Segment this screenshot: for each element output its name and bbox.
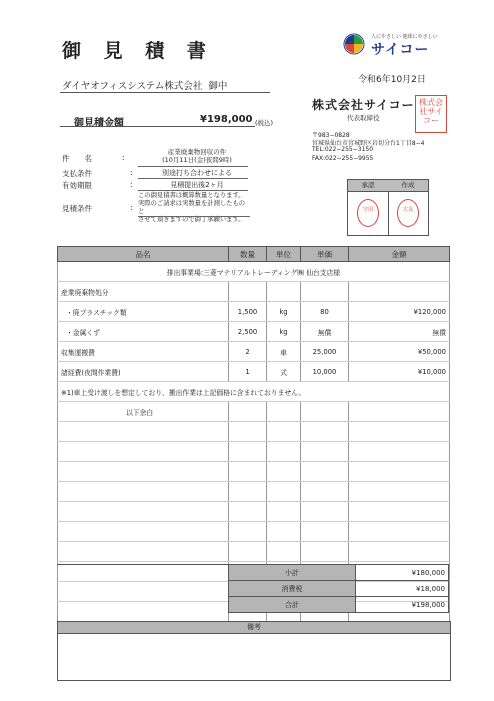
company-postal: 〒983−0828 [312,132,350,139]
company-seal: 株式会社サイコー [415,95,447,133]
page-title: 御 見 積 書 [62,40,214,62]
tax-row [229,581,449,597]
item-name: ・金属くず [58,322,229,342]
item-amount: ¥10,000 [349,362,450,382]
table-row-remainder [58,402,450,422]
amount-label: 御見積金額 [74,118,124,129]
company-address: 宮城県仙台市宮城野区岩切分台1丁目8−4 [312,140,425,147]
amount-underline [60,126,255,127]
created-seal: 大友 [397,199,419,227]
item-name: ・廃プラスチック類 [58,302,229,322]
tax-label: 消費税 [229,581,356,597]
remainder-text: 以下余白 [58,402,229,422]
table-bottom-line [57,564,228,565]
item-qty: 1,500 [229,302,267,322]
table-header-row [58,247,450,262]
approval-stamps [347,179,429,236]
item-price: 80 [301,302,349,322]
site-text: 排出事業場:三菱マテリアルトレーディング㈱ 仙台支店様 [58,262,450,282]
logo-name: サイコー [371,42,430,58]
tax-value: ¥18,000 [356,581,449,597]
terms-condition-line [138,216,250,217]
item-name: 収集運搬費 [58,342,229,362]
item-unit [267,282,301,302]
table-row [58,282,450,302]
header-unit: 単位 [267,247,301,262]
item-name: 諸経費(夜間作業費) [58,362,229,382]
item-unit: 車 [267,342,301,362]
terms-payment-colon: : [130,168,133,177]
table-row [58,362,450,382]
logo-tagline: 人にやさしい 地球にやさしい [371,34,438,40]
company-logo [343,33,453,61]
table-note: ※1)車上受け渡しを想定しており、搬出作業は上記価格に含まれておりません。 [58,382,450,402]
table-row [58,482,450,502]
item-price: 25,000 [301,342,349,362]
company-representative: 代表取締役 [347,114,380,122]
terms-subject-colon: : [122,153,125,162]
approved-cell [348,192,389,235]
approved-seal: 守田 [357,199,379,227]
table-row [58,342,450,362]
amount-tax-note: (税込) [255,119,274,127]
item-amount: ¥50,000 [349,342,450,362]
item-unit: kg [267,302,301,322]
total-row [229,597,449,613]
approved-label: 承認 [348,180,389,192]
table-row [58,302,450,322]
item-unit: kg [267,322,301,342]
notes-box [57,621,451,681]
item-qty: 2 [229,342,267,362]
item-qty: 1 [229,362,267,382]
customer-underline [60,92,270,93]
item-qty: 2,500 [229,322,267,342]
table-row [58,542,450,562]
item-qty [229,282,267,302]
item-price: 無償 [301,322,349,342]
company-fax: FAX:022−255−9955 [312,155,374,162]
totals-table [228,564,449,613]
header-amount: 金額 [349,247,450,262]
table-row-site [58,262,450,282]
terms-validity-line [138,190,248,191]
terms-validity-value: 見積提出後2ヶ月 [170,181,224,189]
table-row [58,502,450,522]
terms-payment-value: 別途打ち合わせによる [162,169,232,177]
terms-subject-label: 件 名 [62,154,92,163]
subtotal-value: ¥180,000 [356,565,449,581]
table-row [58,422,450,442]
terms-validity-label: 有効期限 [62,181,92,190]
amount-value: ¥198,000 [200,114,253,125]
created-label: 作成 [388,180,428,192]
table-row-note [58,382,450,402]
header-price: 単価 [301,247,349,262]
notes-label: 備考 [58,622,450,634]
terms-condition-value: この御見積書は概算数量となります。 実際のご請求は実数量を計測したものと させて頂きますので御了承願います。 [138,192,246,223]
total-label: 合計 [229,597,356,613]
item-price: 10,000 [301,362,349,382]
terms-condition-label: 見積条件 [62,204,92,213]
table-row [58,442,450,462]
terms-payment-label: 支払条件 [62,169,92,178]
header-qty: 数量 [229,247,267,262]
created-cell [388,192,428,235]
subtotal-label: 小計 [229,565,356,581]
item-price [301,282,349,302]
terms-payment-line [138,178,248,179]
subtotal-row [229,565,449,581]
total-value: ¥198,000 [356,597,449,613]
item-name: 産業廃棄物処分 [58,282,229,302]
terms-condition-colon: : [130,203,133,212]
item-unit: 式 [267,362,301,382]
header-item: 品名 [58,247,229,262]
logo-icon [343,33,365,55]
table-row [58,522,450,542]
terms-subject-value: 産業廃棄物回収の件 (10月11日(金)夜間9時) [162,148,232,164]
company-tel: TEL:022−255−3150 [312,146,374,153]
item-amount: ¥120,000 [349,302,450,322]
issue-date: 令和6年10月2日 [358,75,426,85]
item-amount: 無償 [349,322,450,342]
company-name: 株式会社サイコー [312,98,415,112]
terms-subject-line [138,166,248,167]
terms-validity-colon: : [130,180,133,189]
item-amount [349,282,450,302]
table-row [58,322,450,342]
table-row [58,462,450,482]
customer-name: ダイヤオフィスシステム株式会社 御中 [62,81,228,92]
